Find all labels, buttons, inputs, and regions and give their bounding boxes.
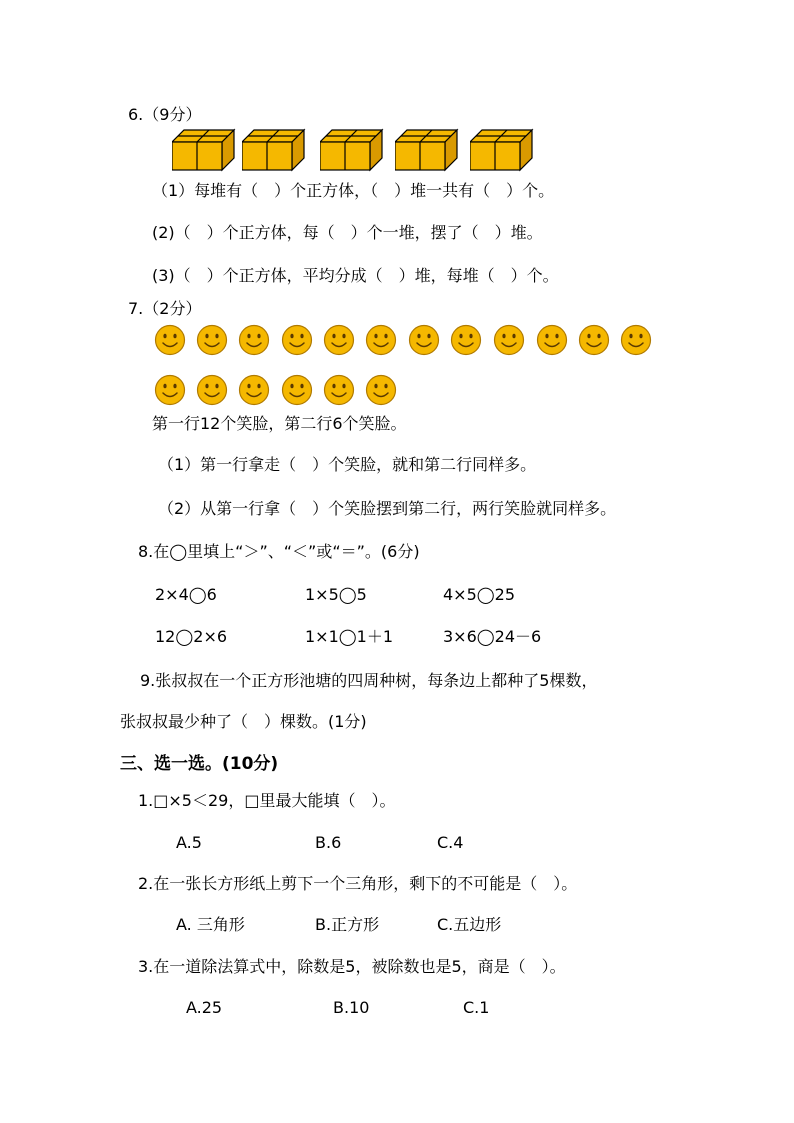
q6-line-2: (2)（ ）个正方体，每（ ）个一堆，摆了（ ）堆。	[152, 223, 543, 242]
q7-subquestion-2: （2）从第一行拿（ ）个笑脸摆到第二行，两行笑脸就同样多。	[158, 499, 617, 518]
choice-option: B.正方形	[315, 915, 380, 934]
q9-line-2: 张叔叔最少种了（ ）棵数。(1分)	[120, 712, 367, 731]
smiley-icon	[450, 324, 482, 356]
smiley-icon	[620, 324, 652, 356]
smiley-icon	[578, 324, 610, 356]
section-3-title: 三、选一选。(10分)	[120, 754, 279, 774]
q8-item: 2×4◯6	[155, 585, 217, 604]
choice-question-2: 2.在一张长方形纸上剪下一个三角形，剩下的不可能是（ ）。	[138, 874, 578, 893]
smiley-icon	[365, 374, 397, 406]
q7-heading: 7.（2分）	[128, 299, 202, 318]
choice-option: A.5	[176, 833, 202, 852]
choice-option: C.五边形	[437, 915, 502, 934]
choice-option: C.1	[463, 998, 490, 1017]
q6-heading: 6.（9分）	[128, 105, 202, 124]
q8-item: 3×6◯24－6	[443, 627, 542, 646]
q8-item: 12◯2×6	[155, 627, 228, 646]
cube-group	[320, 128, 386, 172]
smiley-icon	[238, 374, 270, 406]
q7-subquestion-1: （1）第一行拿走（ ）个笑脸，就和第二行同样多。	[158, 455, 537, 474]
smiley-icon	[238, 324, 270, 356]
smiley-icon	[281, 374, 313, 406]
smiley-icon	[536, 324, 568, 356]
choice-option: A.25	[186, 998, 223, 1017]
smiley-icon	[281, 324, 313, 356]
q6-line-1: （1）每堆有（ ）个正方体，（ ）堆一共有（ ）个。	[152, 181, 555, 200]
smiley-icon	[323, 324, 355, 356]
smiley-icon	[408, 324, 440, 356]
cube-group	[172, 128, 238, 172]
smiley-icon	[154, 324, 186, 356]
choice-question-3: 3.在一道除法算式中，除数是5，被除数也是5，商是（ ）。	[138, 957, 566, 976]
choice-option: A. 三角形	[176, 915, 245, 934]
q6-line-3: (3)（ ）个正方体，平均分成（ ）堆，每堆（ ）个。	[152, 266, 559, 285]
q7-description: 第一行12个笑脸，第二行6个笑脸。	[152, 414, 407, 433]
q9-line-1: 9.张叔叔在一个正方形池塘的四周种树，每条边上都种了5棵数，	[140, 671, 598, 690]
smiley-icon	[196, 374, 228, 406]
smiley-icon	[154, 374, 186, 406]
q8-item: 1×1◯1＋1	[305, 627, 394, 646]
q8-item: 4×5◯25	[443, 585, 516, 604]
smiley-icon	[365, 324, 397, 356]
cube-group	[470, 128, 536, 172]
cube-group	[242, 128, 308, 172]
choice-option: B.6	[315, 833, 342, 852]
q8-item: 1×5◯5	[305, 585, 367, 604]
choice-option: C.4	[437, 833, 464, 852]
smiley-icon	[196, 324, 228, 356]
smiley-icon	[493, 324, 525, 356]
smiley-icon	[323, 374, 355, 406]
cube-group	[395, 128, 461, 172]
q8-heading: 8.在◯里填上“＞”、“＜”或“＝”。(6分)	[138, 542, 420, 561]
choice-question-1: 1.□×5＜29，□里最大能填（ ）。	[138, 791, 396, 810]
choice-option: B.10	[333, 998, 370, 1017]
